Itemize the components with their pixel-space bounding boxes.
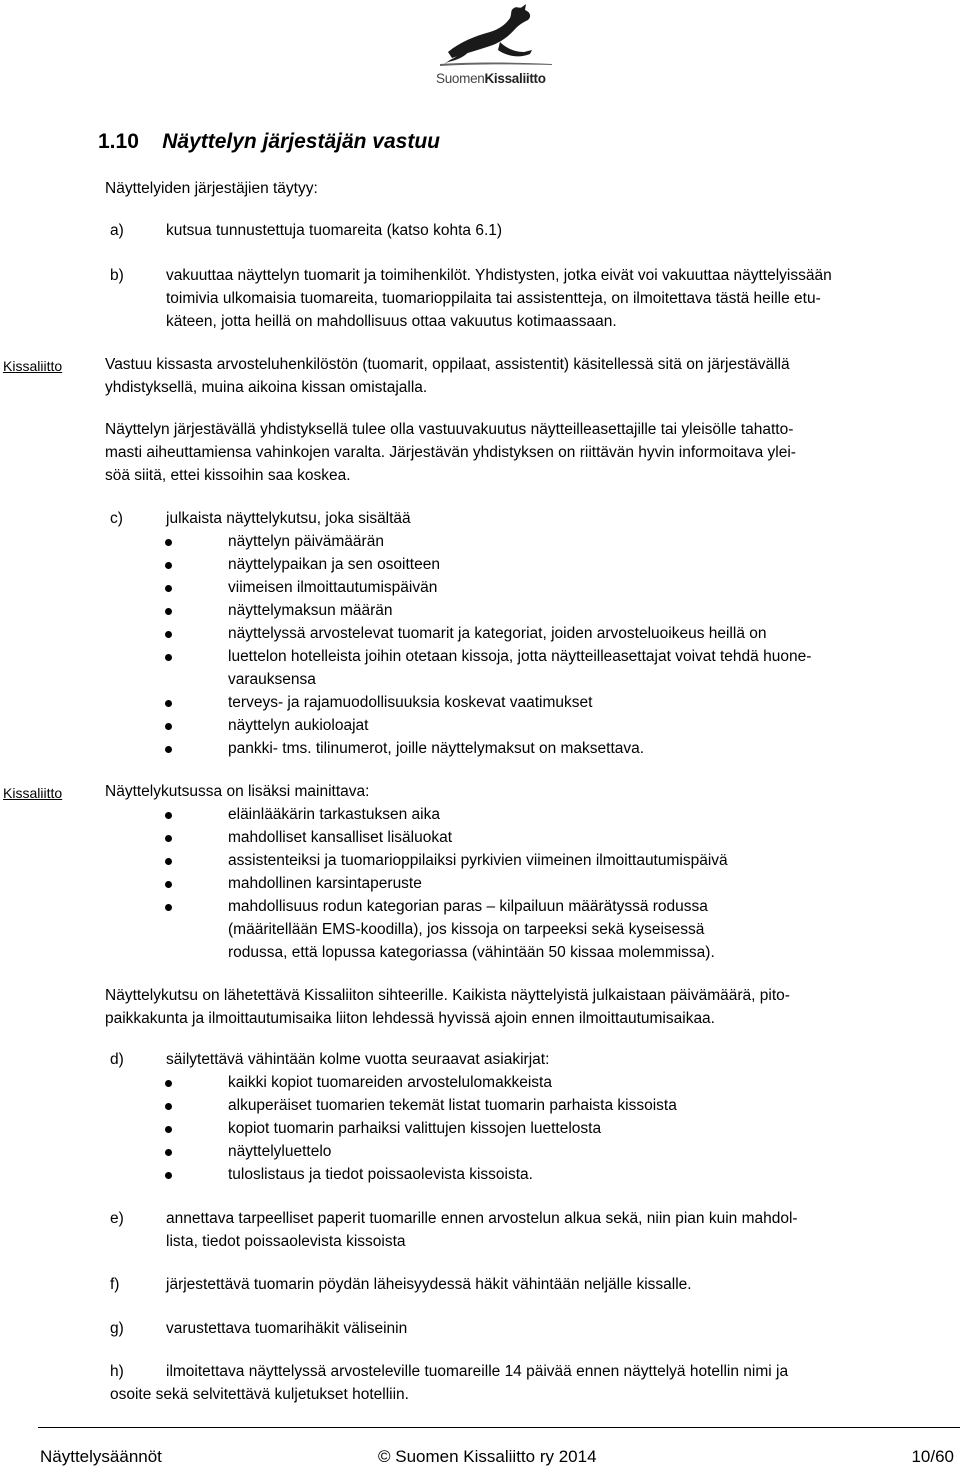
footer-center: © Suomen Kissaliitto ry 2014: [378, 1447, 597, 1466]
item-d-text: säilytettävä vähintään kolme vuotta seuraavat asiakirjat:: [166, 1051, 550, 1068]
sidebar-label-kissaliitto: Kissaliitto: [3, 785, 63, 801]
item-a-marker: a): [110, 222, 124, 239]
item-f-marker: f): [110, 1276, 120, 1293]
item-a: [110, 220, 950, 242]
item-c-text: julkaista näyttelykutsu, joka sisältää: [166, 510, 411, 527]
para-insurance-line3: söä siitä, ettei kissoihin saa koskea.: [105, 467, 351, 484]
item-h: [110, 1361, 950, 1383]
section-title: [98, 128, 440, 156]
item-f: [110, 1274, 950, 1296]
bullet-icon: [165, 1080, 172, 1087]
bullet-icon: [165, 812, 172, 819]
item-g-text: varustettava tuomarihäkit väliseinin: [166, 1320, 408, 1337]
bullet-icon: [165, 1103, 172, 1110]
bullet-icon: [165, 723, 172, 730]
para-vastuu-line1: Vastuu kissasta arvosteluhenkilöstön (tuomarit, oppilaat, assistentit) käsitellessä sitä on järjestävällä: [105, 356, 790, 373]
item-b-line2: toimivia ulkomaisia tuomareita, tuomarioppilaita tai assistentteja, on ilmoitettava tästä heille etu-: [166, 290, 821, 307]
para-send-line2: paikkakunta ja ilmoittautumisaika liiton lehdessä hyvissä ajoin ennen ilmoittautumisaikaa.: [105, 1010, 715, 1027]
item-b-line1: vakuuttaa näyttelyn tuomarit ja toimihenkilöt. Yhdistysten, jotka eivät voi vakuuttaa näyttelyissään: [166, 267, 832, 284]
item-b-line3: käteen, jotta heillä on mahdollisuus ottaa vakuutus kotimaassaan.: [166, 313, 617, 330]
item-g: [110, 1318, 950, 1340]
item-h-line2: osoite sekä selvitettävä kuljetukset hotelliin.: [110, 1386, 409, 1403]
para-insurance-line1: Näyttelyn järjestävällä yhdistyksellä tulee olla vastuuvakuutus näytteilleasettajille tai yleisölle tahatto-: [105, 421, 794, 438]
bullet-icon: [165, 904, 172, 911]
item-b: [110, 265, 950, 287]
bullet-icon: [165, 746, 172, 753]
logo-brand-thin: Suomen: [436, 71, 485, 86]
bullet-icon: [165, 539, 172, 546]
footer-page-number: 10/60: [911, 1447, 954, 1466]
footer-divider: [38, 1427, 960, 1428]
para-vastuu-line2: yhdistyksellä, muina aikoina kissan omistajalla.: [105, 379, 428, 396]
para-insurance-line2: masti aiheuttamiensa vahinkojen varalta. Järjestävän yhdistyksen on riittävän hyvin informoitava ylei-: [105, 444, 796, 461]
logo: [430, 2, 565, 90]
item-e-line2: lista, tiedot poissaolevista kissoista: [166, 1233, 406, 1250]
item-h-marker: h): [110, 1363, 124, 1380]
item-c: [110, 508, 950, 530]
item-g-marker: g): [110, 1320, 124, 1337]
bullet-icon: [165, 1126, 172, 1133]
kutsu-extra-heading: Näyttelykutsussa on lisäksi mainittava:: [105, 783, 370, 800]
item-h-line1: ilmoitettava näyttelyssä arvosteleville tuomareille 14 päivää ennen näyttelyä hotellin nimi ja: [166, 1363, 789, 1380]
footer-left: Näyttelysäännöt: [40, 1447, 162, 1466]
para-send-line1: Näyttelykutsu on lähetettävä Kissaliiton sihteerille. Kaikista näyttelyistä julkaistaan päivämäärä, pito-: [105, 987, 790, 1004]
item-c-marker: c): [110, 510, 123, 527]
item-b-marker: b): [110, 267, 124, 284]
bullet-icon: [165, 700, 172, 707]
item-e: [110, 1208, 950, 1230]
sidebar-label-kissaliitto: Kissaliitto: [3, 358, 63, 374]
item-f-text: järjestettävä tuomarin pöydän läheisyydessä häkit vähintään neljälle kissalle.: [166, 1276, 692, 1293]
intro-text: Näyttelyiden järjestäjien täytyy:: [105, 180, 318, 197]
bullet-icon: [165, 585, 172, 592]
bullet-icon: [165, 835, 172, 842]
bullet-icon: [165, 631, 172, 638]
item-d: [110, 1049, 950, 1071]
item-e-line1: annettava tarpeelliset paperit tuomarille ennen arvostelun alkua sekä, niin pian kuin mahdol-: [166, 1210, 798, 1227]
bullet-icon: [165, 881, 172, 888]
cat-silhouette-logo-icon: [440, 2, 555, 68]
item-d-marker: d): [110, 1051, 124, 1068]
item-a-text: kutsua tunnustettuja tuomareita (katso kohta 6.1): [166, 222, 503, 239]
bullet-icon: [165, 1149, 172, 1156]
bullet-icon: [165, 562, 172, 569]
bullet-icon: [165, 858, 172, 865]
section-number: 1.10: [98, 130, 139, 153]
bullet-icon: [165, 608, 172, 615]
section-title-text: Näyttelyn järjestäjän vastuu: [162, 130, 440, 153]
bullet-icon: [165, 654, 172, 661]
item-e-marker: e): [110, 1210, 124, 1227]
bullet-icon: [165, 1172, 172, 1179]
logo-brand-bold: Kissaliitto: [484, 71, 546, 86]
